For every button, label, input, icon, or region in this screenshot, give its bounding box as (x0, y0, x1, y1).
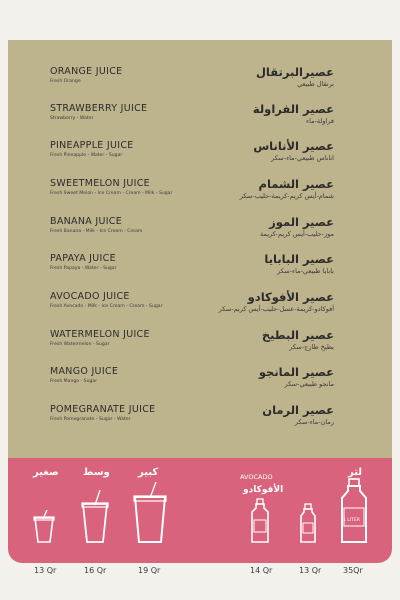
item-name-en: ORANGE JUICE (50, 66, 123, 77)
item-name-ar: عصير الشمام (258, 177, 334, 191)
bottle-text: 1 LITER (343, 518, 360, 523)
liter-label: لتر (348, 467, 363, 478)
item-desc-ar: رمان-ماء-سكر (294, 418, 334, 426)
menu-item (8, 139, 392, 169)
avocado-label-en: AVOCADO (240, 473, 273, 481)
menu-item (8, 252, 392, 282)
menu-item (8, 328, 392, 358)
item-name-ar: عصير البطيخ (261, 328, 334, 342)
small-cup-icon (30, 510, 58, 544)
menu-item (8, 365, 392, 395)
item-name-en: PINEAPPLE JUICE (50, 140, 134, 151)
small-bottle-price: 13 Qr (299, 566, 322, 575)
item-desc-ar: بطيخ طازج-سكر (289, 343, 334, 351)
size-medium-price: 16 Qr (84, 566, 107, 575)
item-desc-en: Fresh Pomegranate - Sugar - Water (50, 417, 131, 422)
item-desc-ar: فراولة-ماء (306, 117, 334, 125)
item-desc-ar: بابايا طبيعي-ماء-سكر (277, 267, 334, 275)
item-desc-ar: مانجو طبيعي-سكر (284, 380, 334, 388)
item-name-ar: عصير الأناناس (253, 139, 334, 153)
item-name-ar: عصير الموز (269, 215, 334, 229)
liter-bottle-price: 35Qr (343, 566, 363, 575)
item-desc-en: Fresh Papaya - Water - Sugar (50, 266, 117, 271)
size-large-price: 19 Qr (138, 566, 161, 575)
item-name-en: AVOCADO JUICE (50, 291, 130, 302)
item-desc-en: Strawberry - Water (50, 116, 94, 121)
size-medium-label: وسط (83, 467, 110, 478)
small-bottle-icon (299, 503, 317, 544)
item-name-en: POMEGRANATE JUICE (50, 404, 156, 415)
item-desc-ar: موز-حليب-أيس كريم-كريمة (259, 230, 334, 238)
item-desc-en: Fresh Banana - Milk - Ice Cream - Cream (50, 229, 143, 234)
item-desc-ar: أفوكادو-كريمة-عسل-حليب-أيس كريم-سكر (218, 305, 334, 313)
item-desc-en: Fresh Avocado - Milk - Ice Cream - Cream - Sugar (50, 304, 163, 309)
item-name-ar: عصيرالبرتقال (255, 65, 334, 79)
liter-bottle-icon (340, 478, 368, 544)
menu-item (8, 102, 392, 132)
item-name-ar: عصير الرمان (262, 403, 334, 417)
avocado-bottle-price: 14 Qr (250, 566, 273, 575)
item-desc-en: Fresh Mango - Sugar (50, 379, 98, 384)
item-name-en: WATERMELON JUICE (50, 329, 150, 340)
item-name-en: STRAWBERRY JUICE (50, 103, 148, 114)
size-small-price: 13 Qr (34, 566, 57, 575)
item-desc-ar: برتقال طبيعي (297, 80, 334, 88)
size-small-label: صغير (33, 467, 59, 478)
menu-item (8, 403, 392, 433)
item-name-en: PAPAYA JUICE (50, 253, 116, 264)
item-name-en: MANGO JUICE (50, 366, 119, 377)
item-name-ar: عصير البابايا (264, 252, 334, 266)
item-desc-en: Fresh Sweet Melon - Ice Cream - Cream - Milk - Sugar (50, 191, 173, 196)
item-desc-en: Fresh Watermelon - Sugar (50, 342, 110, 347)
item-name-ar: عصير المانجو (258, 365, 334, 379)
item-desc-ar: اناناس طبيعي-ماء-سكر (271, 154, 334, 162)
menu-item (8, 215, 392, 245)
avocado-label-ar: الأفوكادو (243, 485, 284, 495)
item-name-ar: عصير الفراولة (252, 102, 334, 116)
item-name-en: SWEETMELON JUICE (50, 178, 150, 189)
item-name-en: BANANA JUICE (50, 216, 123, 227)
menu-item (8, 65, 392, 95)
item-name-ar: عصير الأفوكادو (247, 290, 334, 304)
menu-item (8, 290, 392, 320)
menu-card (8, 40, 392, 458)
avocado-bottle-icon (250, 498, 270, 544)
item-desc-en: Fresh Pineapple - Water - Sugar (50, 153, 123, 158)
sizes-band (8, 458, 392, 563)
item-desc-ar: شمام-أيس كريم-كريمة-حليب-سكر (239, 192, 334, 200)
item-desc-en: Fresh Orange (50, 79, 81, 84)
medium-cup-icon (78, 490, 112, 544)
large-cup-icon (130, 482, 170, 544)
menu-item (8, 177, 392, 207)
size-large-label: كبير (138, 467, 159, 478)
